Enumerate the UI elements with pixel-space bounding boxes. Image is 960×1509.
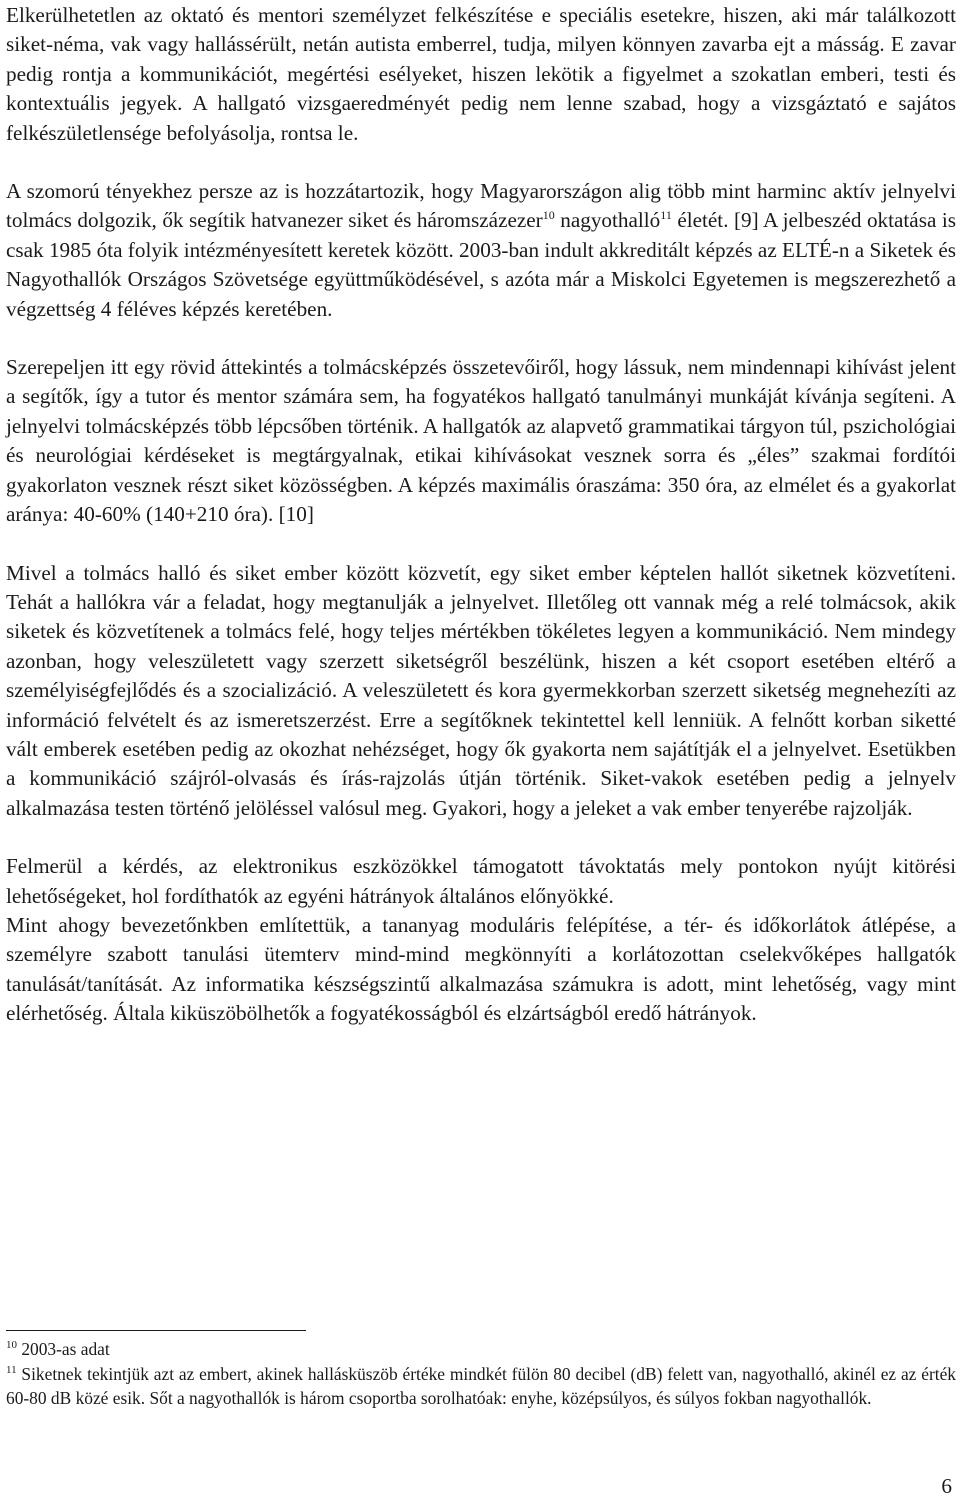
paragraph-staff-preparation: Elkerülhetetlen az oktató és mentori személyzet felkészítése e speciális esetekre, hiszen, aki már találkozott siket-néma, vak vagy hallássérült, netán autista emberrel, tudja, milyen könnyen zavarba ejt a másság. E zavar pedig rontja a kommunikációt, megértési esélyeket, hiszen lekötik a figyelmet a szokatlan emberi, testi és kontextuális jegyek. A hallgató vizsgaeredményét pedig nem lenne szabad, hogy a vizsgáztató e sajátos felkészületlensége befolyásolja, rontsa le.: [6, 3, 956, 145]
paragraph-interpreter-training: Szerepeljen itt egy rövid áttekintés a tolmácsképzés összetevőiről, hogy lássuk, nem mindennapi kihívást jelent a segítők, így a tutor és mentor számára sem, ha fogyatékos hallgató tanulmányi munkáját kívánja segíteni. A jelnyelvi tolmácsképzés több lépcsőben történik. A hallgatók az alapvető grammatikai tárgyon túl, pszichológiai és neurológiai kérdéseket is megtárgyalnak, etikai kihívásokat vesznek sorra és „éles” szakmai fordítói gyakorlaton vesznek részt siket közösségben. A képzés maximális óraszáma: 350 óra, az elmélet és a gyakorlat aránya: 40-60% (140+210 óra). [10]: [6, 355, 956, 527]
footnote-10: [6, 1337, 956, 1362]
footnote-separator: [6, 1330, 306, 1331]
footnotes: [6, 1337, 956, 1411]
footnote-text: 2003-as adat: [17, 1339, 110, 1359]
footnote-number: 10: [6, 1339, 17, 1352]
paragraph-deaf-communication: Mivel a tolmács halló és siket ember között közvetít, egy siket ember képtelen hallót siketnek közvetíteni. Tehát a hallókra vár a feladat, hogy megtanulják a jelnyelvet. Illetőleg ott vannak még a relé tolmácsok, akik siketek és közvetítenek a tolmács felé, hogy teljes mértékben tökéletes legyen a kommunikáció. Nem mindegy azonban, hogy veleszületett vagy szerzett siketségről beszélünk, hiszen a két csoport esetében eltérő a személyiségfejlődés és a szocializáció. A veleszületett és kora gyermekkorban szerzett siketség megnehezíti az információ felvételt és az ismeretszerzést. Erre a segítőknek tekintettel kell lenniük. A felnőtt korban siketté vált emberek esetében pedig az okozhat nehézséget, hogy ők gyakorta nem sajátítják el a jelnyelvet. Esetükben a kommunikáció szájról-olvasás és írás-rajzolás útján történik. Siket-vakok esetében pedig a jelnyelv alkalmazása testen történő jelöléssel valósul meg. Gyakori, hogy a jeleket a vak ember tenyerébe rajzolják.: [6, 560, 956, 820]
footnote-number: 11: [6, 1363, 17, 1376]
paragraph-interpreter-facts: [6, 177, 956, 324]
paragraph-modular-learning: Mint ahogy bevezetőnkben említettük, a tananyag moduláris felépítése, a tér- és időkorlátok átlépése, a személyre szabott tanulási ütemterv mind-mind megkönnyíti a korlátozottan cselekvőképes hallgatók tanulását/tanítását. Az informatika készségszintű alkalmazása számukra is adott, mint lehetőség, vagy mint elérhetőség. Általa kiküszöbölhetők a fogyatékosságból és elzártságból eredő hátrányok.: [6, 912, 956, 1026]
footnote-ref-10[interactable]: 10: [542, 208, 555, 223]
footnote-11: [6, 1362, 956, 1411]
paragraph-text-segment: életét. [9] A jelbeszéd oktatása is csak 1985 óta folyik intézményesített keretek között. 2003-ban indult akkreditált képzés az ELTÉ-n a Siketek és Nagyothallók Országos Szövetsége együttműködésével, s azóta már a Miskolci Egyetemen is megszerezhető a végzettség 4 féléves képzés keretében.: [6, 208, 957, 321]
document-body: [6, 0, 956, 1029]
page-number: 6: [941, 1474, 952, 1498]
footnote-ref-11[interactable]: 11: [660, 208, 672, 223]
paragraph-text-segment: nagyothalló: [554, 208, 661, 233]
paragraph-question: Felmerül a kérdés, az elektronikus eszközökkel támogatott távoktatás mely pontokon nyújt kitörési lehetőségeket, hol fordíthatók az egyéni hátrányok általános előnyökké.: [6, 854, 956, 908]
footnote-text: Siketnek tekintjük azt az embert, akinek hallásküszöb értéke mindkét fülön 80 decibel (dB) felett van, nagyothalló, akinél ez az érték 60-80 dB közé esik. Sőt a nagyothallók is három csoportba sorolhatóak: enyhe, középsúlyos, és súlyos fokban nagyothallók.: [6, 1363, 956, 1409]
paragraph-text-segment: A szomorú tényekhez persze az is hozzátartozik, hogy Magyarországon alig több mint harminc aktív jelnyelvi tolmács dolgozik, ők segítik hatvanezer siket és háromszázezer: [6, 179, 956, 233]
